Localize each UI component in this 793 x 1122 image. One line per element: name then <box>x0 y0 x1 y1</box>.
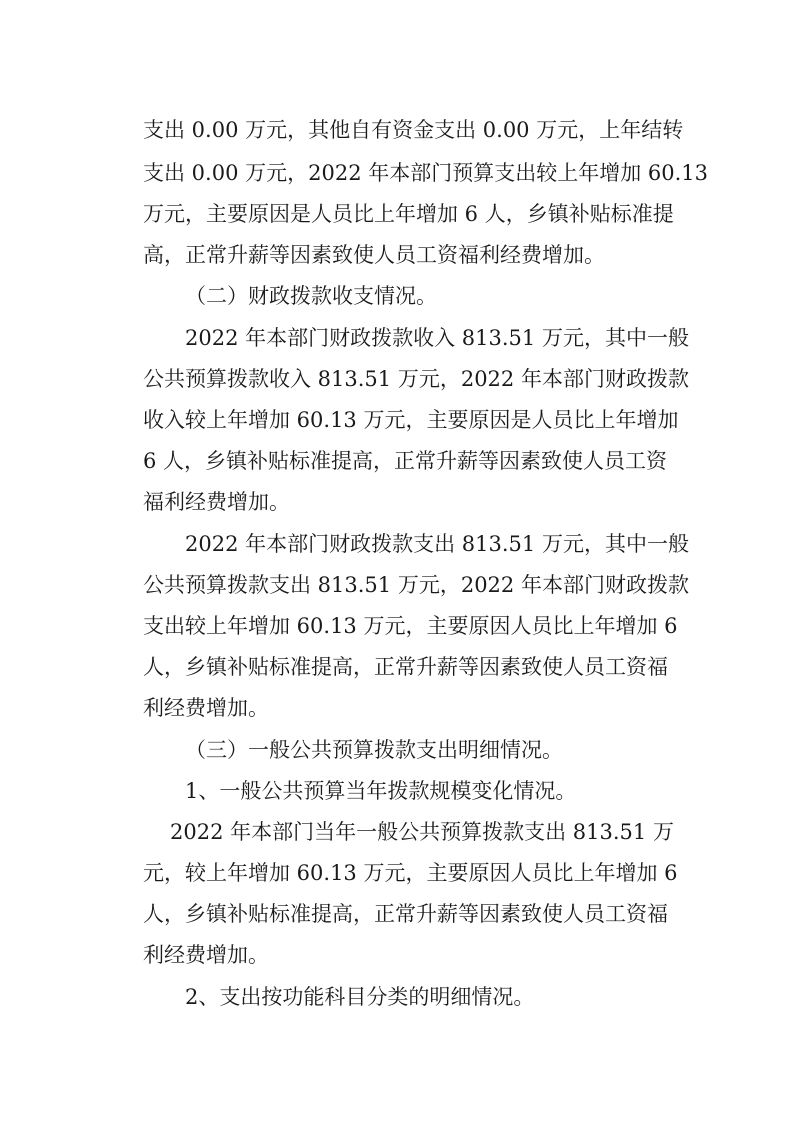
paragraph-line: 2022 年本部门财政拨款支出 813.51 万元，其中一般 <box>185 532 689 556</box>
paragraph-line: 支出较上年增加 60.13 万元，主要原因人员比上年增加 6 <box>143 614 678 638</box>
section-heading: （二）财政拨款收支情况。 <box>185 284 437 308</box>
paragraph-line: 高，正常升薪等因素致使人员工资福利经费增加。 <box>143 243 605 267</box>
paragraph-line: 福利经费增加。 <box>143 490 290 514</box>
paragraph-line: 公共预算拨款支出 813.51 万元，2022 年本部门财政拨款 <box>143 573 689 597</box>
paragraph-line: 利经费增加。 <box>143 943 269 967</box>
paragraph-line: 公共预算拨款收入 813.51 万元，2022 年本部门财政拨款 <box>143 367 689 391</box>
subsection-heading: 2、支出按功能科目分类的明细情况。 <box>185 985 535 1009</box>
paragraph-line: 支出 0.00 万元，2022 年本部门预算支出较上年增加 60.13 <box>143 161 709 185</box>
paragraph-line: 2022 年本部门当年一般公共预算拨款支出 813.51 万 <box>170 820 674 844</box>
paragraph-line: 2022 年本部门财政拨款收入 813.51 万元，其中一般 <box>185 326 689 350</box>
paragraph-line: 6 人，乡镇补贴标准提高，正常升薪等因素致使人员工资 <box>143 449 668 473</box>
paragraph-line: 元，较上年增加 60.13 万元，主要原因人员比上年增加 6 <box>143 861 678 885</box>
paragraph-line: 支出 0.00 万元，其他自有资金支出 0.00 万元，上年结转 <box>143 118 684 142</box>
section-heading: （三）一般公共预算拨款支出明细情况。 <box>185 738 563 762</box>
paragraph-line: 人，乡镇补贴标准提高，正常升薪等因素致使人员工资福 <box>143 902 668 926</box>
subsection-heading: 1、一般公共预算当年拨款规模变化情况。 <box>185 779 577 803</box>
paragraph-line: 万元，主要原因是人员比上年增加 6 人，乡镇补贴标准提 <box>143 202 674 226</box>
paragraph-line: 利经费增加。 <box>143 696 269 720</box>
paragraph-line: 人，乡镇补贴标准提高，正常升薪等因素致使人员工资福 <box>143 655 668 679</box>
paragraph-line: 收入较上年增加 60.13 万元，主要原因是人员比上年增加 <box>143 408 679 432</box>
